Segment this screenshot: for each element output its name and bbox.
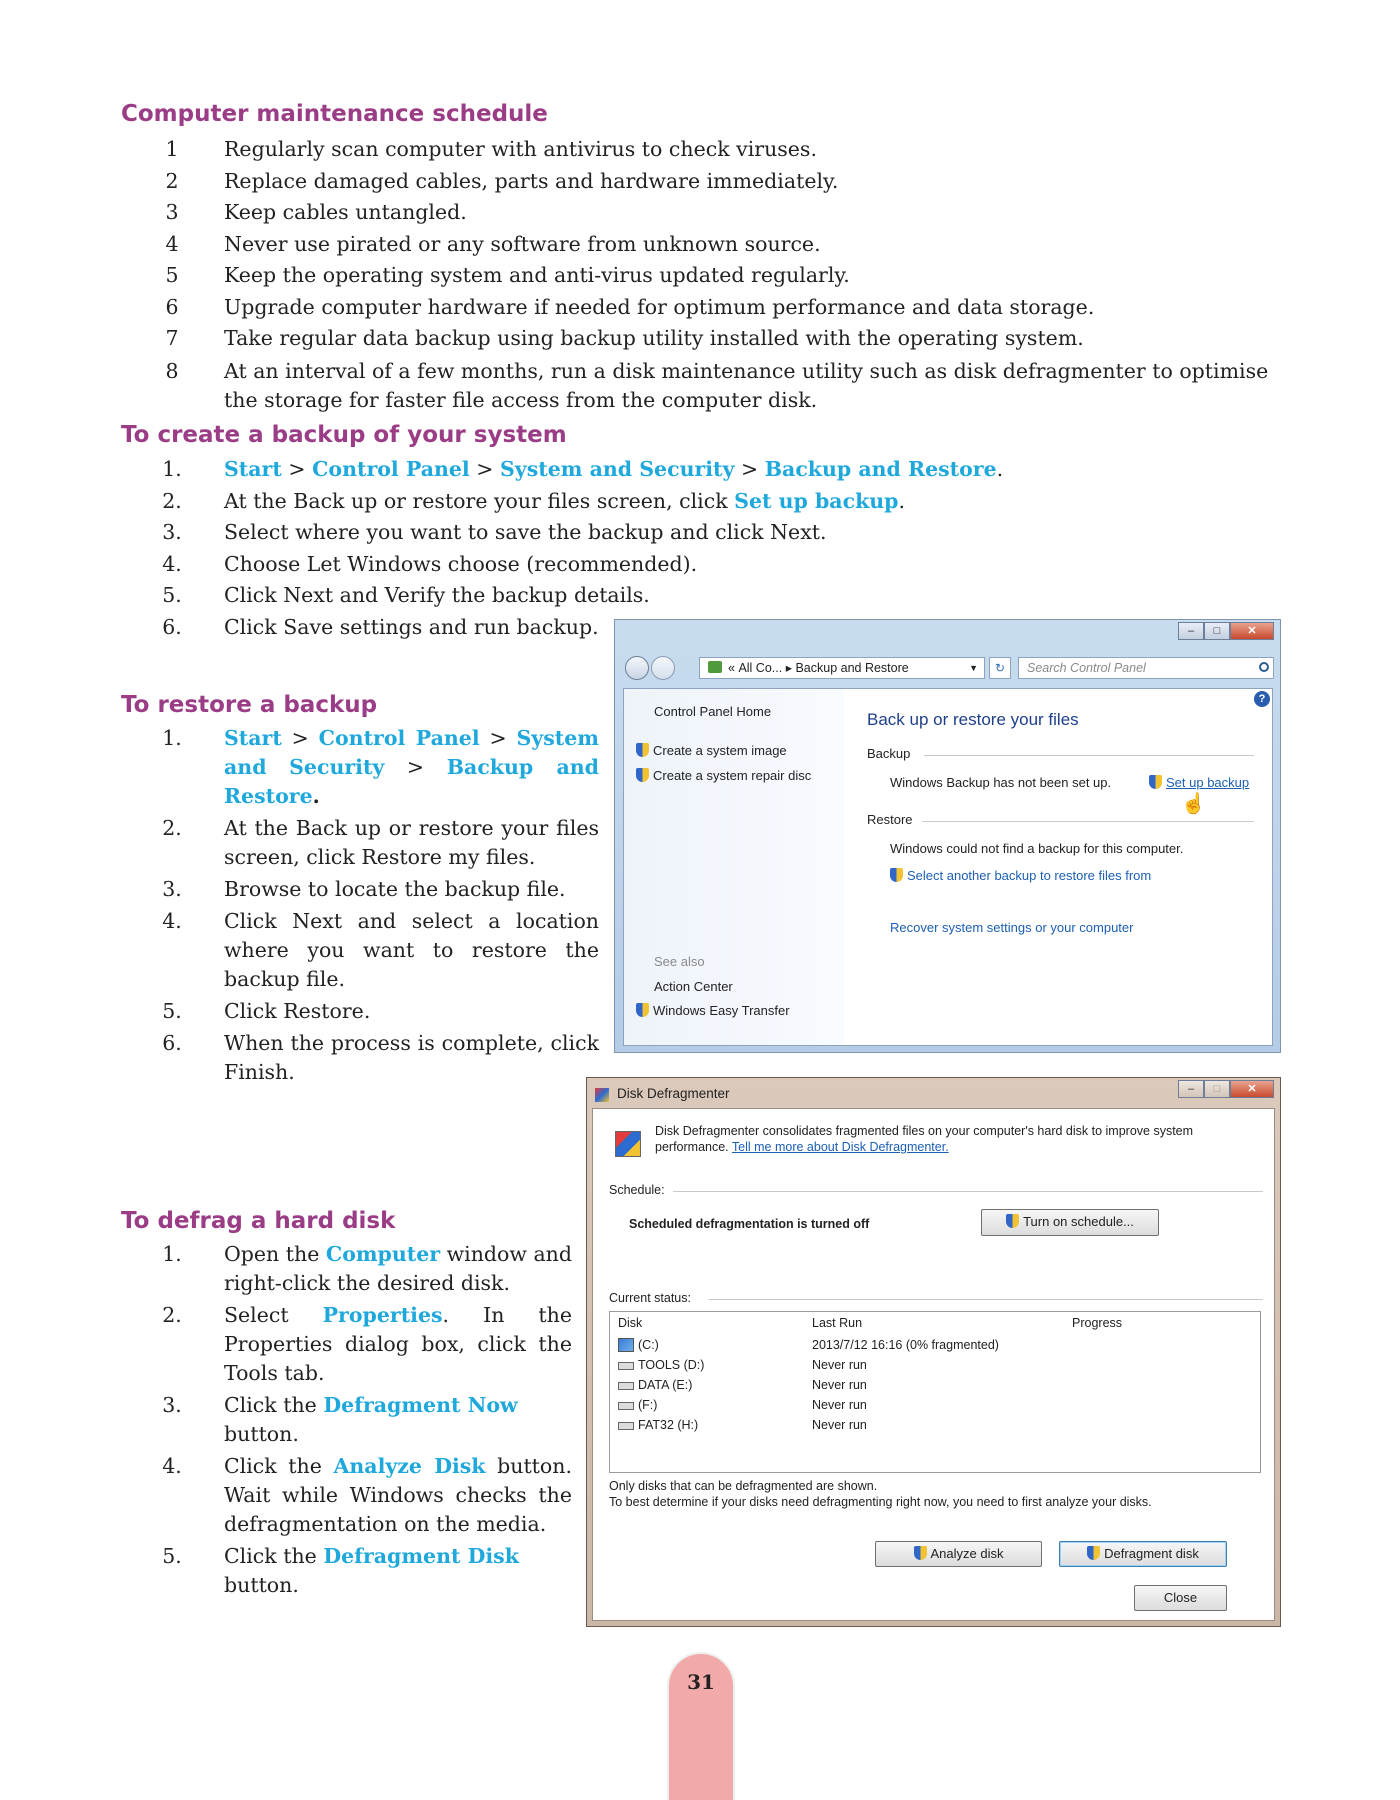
separator: > bbox=[288, 457, 306, 481]
sidebar-item-action-center[interactable]: Action Center bbox=[654, 979, 733, 994]
disk-name: TOOLS (D:) bbox=[638, 1358, 705, 1372]
step-number: 1. bbox=[162, 457, 182, 481]
analyze-disk-highlight: Analyze Disk bbox=[333, 1454, 486, 1478]
defragment-disk-button[interactable] bbox=[1059, 1541, 1227, 1567]
separator: > bbox=[476, 457, 494, 481]
close-dialog-button[interactable]: Close bbox=[1134, 1585, 1227, 1611]
backup-section-label: Backup bbox=[867, 746, 911, 761]
shield-icon bbox=[890, 868, 903, 882]
backup-status: Windows Backup has not been set up. bbox=[890, 775, 1112, 790]
shield-icon bbox=[636, 743, 649, 757]
list-item bbox=[147, 166, 1297, 198]
breadcrumb-current[interactable]: Backup and Restore bbox=[795, 661, 909, 675]
list-item bbox=[147, 355, 1297, 415]
list-item bbox=[147, 454, 1247, 486]
table-row[interactable] bbox=[610, 1356, 1260, 1376]
step-text: At the Back up or restore your files screen, click bbox=[224, 488, 735, 513]
maintenance-list bbox=[147, 134, 1297, 415]
step-text: window and right-click the desired disk. bbox=[224, 1242, 573, 1295]
item-number: 3 bbox=[165, 200, 179, 224]
step-text: Click the bbox=[224, 1544, 324, 1568]
period: . bbox=[898, 488, 906, 513]
list-item bbox=[147, 907, 599, 994]
step-text: button. bbox=[224, 1573, 299, 1597]
shield-icon bbox=[636, 1003, 649, 1017]
item-number: 4 bbox=[165, 231, 179, 256]
turn-on-schedule-button[interactable] bbox=[981, 1209, 1159, 1236]
sidebar-item-create-image[interactable] bbox=[636, 743, 787, 758]
restore-status: Windows could not find a backup for this computer. bbox=[890, 841, 1184, 856]
list-item bbox=[147, 260, 1297, 292]
sidebar-item-label: Windows Easy Transfer bbox=[653, 1003, 790, 1018]
step-number: 5. bbox=[162, 999, 182, 1023]
step-text: Browse to locate the backup file. bbox=[224, 877, 566, 901]
shield-icon bbox=[914, 1546, 927, 1560]
step-number: 1. bbox=[162, 1242, 182, 1266]
help-icon[interactable]: ? bbox=[1254, 691, 1270, 707]
system-and-link: System and bbox=[224, 726, 599, 779]
step-text: Click the bbox=[224, 1393, 324, 1417]
disk-last-run: Never run bbox=[812, 1378, 867, 1392]
search-input[interactable] bbox=[1018, 657, 1274, 679]
period: . bbox=[996, 457, 1004, 481]
shield-icon bbox=[1149, 775, 1162, 789]
step-number: 3. bbox=[162, 520, 182, 544]
step-text: button. Wait while Windows checks the defragmentation on the media. bbox=[224, 1454, 572, 1536]
step-number: 6. bbox=[162, 1031, 182, 1055]
window-controls bbox=[1178, 622, 1274, 640]
list-item bbox=[147, 580, 1247, 612]
schedule-label: Schedule: bbox=[609, 1183, 665, 1197]
item-number: 7 bbox=[165, 326, 179, 350]
item-text: Replace damaged cables, parts and hardware immediately. bbox=[224, 168, 839, 193]
list-item bbox=[147, 134, 1297, 166]
breadcrumb-arrow-icon: ▸ bbox=[785, 661, 792, 675]
hand-cursor-icon: ☝ bbox=[1181, 793, 1206, 815]
separator: > bbox=[740, 457, 759, 481]
current-status-label: Current status: bbox=[609, 1291, 691, 1305]
divider bbox=[924, 755, 1254, 756]
item-text: Upgrade computer hardware if needed for optimum performance and data storage. bbox=[224, 294, 1095, 319]
step-text: When the process is complete, click Finish. bbox=[224, 1031, 599, 1084]
button-label: Turn on schedule... bbox=[1023, 1214, 1134, 1229]
step-number: 2. bbox=[162, 816, 182, 840]
disk-last-run: Never run bbox=[812, 1358, 867, 1372]
select-another-backup-label: Select another backup to restore files from bbox=[907, 868, 1152, 883]
period: . bbox=[312, 784, 320, 808]
list-item bbox=[147, 197, 1297, 229]
system-drive-icon bbox=[618, 1338, 634, 1352]
disk-name: FAT32 (H:) bbox=[638, 1418, 699, 1432]
restore-heading: To restore a backup bbox=[121, 692, 378, 718]
separator: > bbox=[291, 726, 309, 750]
list-item bbox=[147, 1240, 572, 1298]
column-last-run[interactable]: Last Run bbox=[812, 1316, 863, 1330]
step-text: At the Back up or restore your files screen, click Restore my files. bbox=[224, 816, 599, 869]
backup-restore-link: Backup and Restore bbox=[764, 457, 997, 481]
divider bbox=[673, 1191, 1263, 1192]
item-text: Keep the operating system and anti-virus updated regularly. bbox=[224, 263, 850, 287]
item-text: Never use pirated or any software from unknown source. bbox=[224, 231, 821, 256]
list-item bbox=[147, 1301, 572, 1388]
step-number: 5. bbox=[162, 1544, 182, 1568]
shield-icon bbox=[636, 768, 649, 782]
column-disk[interactable]: Disk bbox=[618, 1316, 643, 1330]
separator: > bbox=[489, 726, 507, 750]
table-row[interactable] bbox=[610, 1336, 1260, 1356]
list-item bbox=[147, 517, 1247, 549]
step-text: Select bbox=[224, 1303, 323, 1327]
defragmenter-title-icon bbox=[595, 1088, 609, 1102]
list-item bbox=[147, 229, 1297, 261]
control-panel-icon bbox=[708, 661, 722, 673]
step-number: 2. bbox=[162, 1303, 182, 1327]
list-item bbox=[147, 1542, 572, 1600]
intro-text bbox=[655, 1123, 1235, 1155]
address-bar[interactable] bbox=[699, 657, 985, 679]
intro-description: Disk Defragmenter consolidates fragmented files on your computer's hard disk to improve system performance. bbox=[655, 1124, 1194, 1154]
disk-last-run: 2013/7/12 16:16 (0% fragmented) bbox=[812, 1338, 999, 1352]
page-title: Back up or restore your files bbox=[867, 710, 1079, 729]
disk-name: DATA (E:) bbox=[638, 1378, 693, 1392]
sidebar bbox=[624, 689, 844, 1045]
restore-section-label: Restore bbox=[867, 812, 913, 827]
start-link: Start bbox=[224, 457, 282, 481]
item-number: 6 bbox=[165, 294, 179, 319]
maintenance-heading: Computer maintenance schedule bbox=[121, 101, 548, 127]
step-text: Click Restore. bbox=[224, 999, 371, 1023]
disk-name: (F:) bbox=[638, 1398, 658, 1412]
step-text: Click Next and select a location where you want to restore the backup file. bbox=[224, 909, 599, 991]
item-number: 2 bbox=[165, 168, 179, 193]
button-label: Analyze disk bbox=[930, 1546, 1004, 1561]
sidebar-item-easy-transfer[interactable] bbox=[636, 1003, 790, 1018]
backup-steps bbox=[147, 454, 1247, 643]
drive-icon bbox=[618, 1422, 634, 1430]
close-button[interactable]: ✕ bbox=[1230, 622, 1274, 640]
divider bbox=[922, 821, 1254, 822]
item-number: 1 bbox=[165, 137, 179, 161]
disk-defragmenter-window bbox=[586, 1077, 1281, 1627]
properties-highlight: Properties bbox=[322, 1303, 443, 1327]
item-text: At an interval of a few months, run a disk maintenance utility such as disk defragmenter to optimise the storage for faster file access from the computer disk. bbox=[224, 358, 1269, 412]
step-text: Click Next and Verify the backup details. bbox=[224, 583, 650, 607]
step-text: Select where you want to save the backup and click Next. bbox=[224, 520, 827, 544]
note-analyze: To best determine if your disks need defragmenting right now, you need to first analyze your disks. bbox=[609, 1495, 1152, 1509]
step-number: 5. bbox=[162, 583, 182, 607]
list-item bbox=[147, 724, 599, 811]
forward-button[interactable] bbox=[651, 656, 675, 680]
divider bbox=[709, 1299, 1263, 1300]
table-row[interactable] bbox=[610, 1416, 1260, 1436]
list-item bbox=[147, 1391, 572, 1449]
minimize-button[interactable]: – bbox=[1178, 622, 1204, 640]
disks-table bbox=[609, 1311, 1261, 1473]
drive-icon bbox=[618, 1382, 634, 1390]
item-number: 8 bbox=[165, 358, 179, 383]
step-number: 4. bbox=[162, 1454, 182, 1478]
window-title: Disk Defragmenter bbox=[617, 1086, 730, 1101]
table-row[interactable] bbox=[610, 1376, 1260, 1396]
sidebar-item-label: Create a system repair disc bbox=[653, 768, 812, 783]
list-item bbox=[147, 323, 1297, 355]
computer-highlight: Computer bbox=[325, 1242, 441, 1266]
list-item bbox=[147, 1029, 599, 1087]
disk-last-run: Never run bbox=[812, 1398, 867, 1412]
set-up-backup-label: Set up backup bbox=[1166, 775, 1250, 790]
backup-heading: To create a backup of your system bbox=[121, 422, 567, 448]
defrag-client-area bbox=[592, 1108, 1275, 1621]
control-panel-link: Control Panel bbox=[312, 457, 470, 481]
defragment-now-highlight: Defragment Now bbox=[323, 1393, 518, 1417]
item-number: 5 bbox=[165, 263, 179, 287]
list-item bbox=[147, 549, 1247, 581]
refresh-button[interactable]: ↻ bbox=[989, 657, 1011, 679]
button-label: Defragment disk bbox=[1104, 1546, 1199, 1561]
disk-name: (C:) bbox=[638, 1338, 659, 1352]
security-link: Security bbox=[289, 755, 385, 779]
chevron-down-icon[interactable]: ▼ bbox=[969, 663, 978, 673]
minimize-button[interactable]: – bbox=[1178, 1080, 1204, 1098]
separator: > bbox=[406, 755, 425, 779]
defrag-steps bbox=[147, 1240, 572, 1600]
list-item bbox=[147, 1452, 572, 1539]
defragment-disk-highlight: Defragment Disk bbox=[323, 1544, 519, 1568]
step-text: Choose Let Windows choose (recommended). bbox=[224, 551, 698, 576]
note-defragmentable: Only disks that can be defragmented are shown. bbox=[609, 1479, 878, 1493]
backup-restore-link: Backup and Restore bbox=[224, 755, 599, 808]
drive-icon bbox=[618, 1402, 634, 1410]
step-text: . In the Properties dialog box, click the Tools tab. bbox=[224, 1303, 572, 1385]
system-security-link: System and Security bbox=[499, 457, 735, 481]
restore-steps bbox=[147, 724, 599, 1087]
backup-restore-window bbox=[614, 619, 1281, 1053]
see-also-label: See also bbox=[654, 954, 705, 969]
disk-last-run: Never run bbox=[812, 1418, 867, 1432]
item-text: Keep cables untangled. bbox=[224, 200, 467, 224]
step-number: 3. bbox=[162, 1393, 182, 1417]
sidebar-item-repair-disc[interactable] bbox=[636, 768, 811, 783]
set-up-backup-highlight: Set up backup bbox=[734, 488, 899, 513]
search-icon bbox=[1259, 662, 1269, 672]
maximize-button[interactable]: □ bbox=[1204, 622, 1230, 640]
schedule-status: Scheduled defragmentation is turned off bbox=[629, 1217, 870, 1231]
item-text: Take regular data backup using backup utility installed with the operating system. bbox=[224, 326, 1084, 350]
item-text: Regularly scan computer with antivirus to check viruses. bbox=[224, 137, 817, 161]
table-header bbox=[610, 1312, 1260, 1334]
step-text: button. bbox=[224, 1422, 299, 1446]
page-number: 31 bbox=[687, 1670, 715, 1694]
step-number: 1. bbox=[162, 726, 182, 750]
list-item bbox=[147, 997, 599, 1026]
step-number: 4. bbox=[162, 909, 182, 933]
list-item bbox=[147, 486, 1247, 518]
close-button[interactable]: ✕ bbox=[1230, 1080, 1274, 1098]
step-text: Click Save settings and run backup. bbox=[224, 614, 599, 639]
sidebar-item-home[interactable]: Control Panel Home bbox=[654, 704, 772, 719]
shield-icon bbox=[1006, 1214, 1019, 1228]
analyze-disk-button[interactable] bbox=[875, 1541, 1042, 1567]
step-number: 3. bbox=[162, 877, 182, 901]
table-row[interactable] bbox=[610, 1396, 1260, 1416]
defragmenter-icon bbox=[615, 1131, 641, 1157]
step-number: 6. bbox=[162, 614, 182, 639]
defrag-heading: To defrag a hard disk bbox=[121, 1208, 396, 1234]
column-progress[interactable]: Progress bbox=[1072, 1316, 1123, 1330]
tell-me-more-link[interactable]: Tell me more about Disk Defragmenter. bbox=[731, 1140, 949, 1154]
start-link: Start bbox=[224, 726, 282, 750]
recover-system-link[interactable]: Recover system settings or your computer bbox=[890, 920, 1134, 935]
breadcrumb-all[interactable]: All Co... bbox=[738, 661, 783, 675]
set-up-backup-link[interactable] bbox=[1149, 775, 1249, 790]
select-another-backup-link[interactable] bbox=[890, 868, 1151, 883]
shield-icon bbox=[1087, 1546, 1100, 1560]
window-controls bbox=[1178, 1080, 1274, 1098]
breadcrumb-chevrons: « bbox=[728, 661, 735, 675]
search-placeholder: Search Control Panel bbox=[1027, 661, 1146, 675]
step-text: Click the bbox=[224, 1454, 334, 1478]
step-number: 4. bbox=[162, 551, 182, 576]
step-text: Open the bbox=[224, 1242, 326, 1266]
drive-icon bbox=[618, 1362, 634, 1370]
control-panel-link: Control Panel bbox=[318, 726, 480, 750]
step-number: 2. bbox=[162, 488, 182, 513]
back-button[interactable] bbox=[625, 656, 649, 680]
maximize-button[interactable]: □ bbox=[1204, 1080, 1230, 1098]
list-item bbox=[147, 875, 599, 904]
sidebar-item-label: Create a system image bbox=[653, 743, 787, 758]
list-item bbox=[147, 292, 1297, 324]
backup-content-area bbox=[623, 688, 1273, 1046]
list-item bbox=[147, 814, 599, 872]
